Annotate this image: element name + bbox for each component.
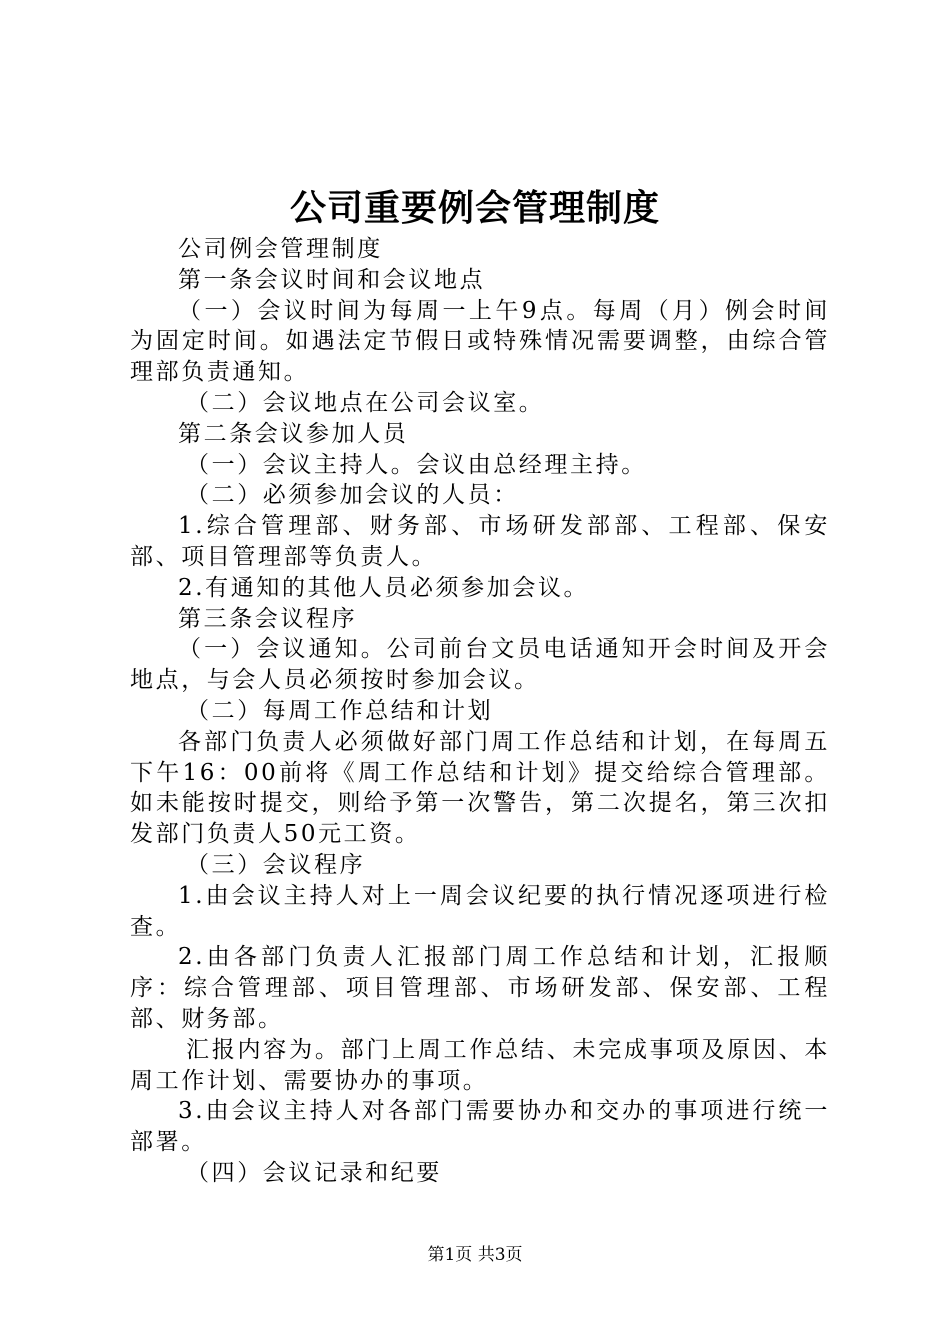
paragraph: （二）每周工作总结和计划: [186, 697, 494, 724]
paragraph: 2.由各部门负责人汇报部门周工作总结和计划，汇报顺序：综合管理部、项目管理部、市场研发部、保安部、工程部、财务部。: [130, 944, 830, 1032]
paragraph: （一）会议主持人。会议由总经理主持。: [186, 451, 647, 478]
paragraph: （二）必须参加会议的人员：: [186, 482, 519, 509]
paragraph: 公司例会管理制度: [178, 236, 383, 262]
page-footer: 第1页 共3页: [427, 1245, 523, 1265]
paragraph: （一）会议通知。公司前台文员电话通知开会时间及开会地点，与会人员必须按时参加会议。: [130, 636, 830, 694]
paragraph: （三）会议程序: [186, 851, 366, 878]
paragraph: 1.综合管理部、财务部、市场研发部部、工程部、保安部、项目管理部等负责人。: [130, 513, 830, 570]
paragraph: 第二条会议参加人员: [178, 420, 409, 447]
paragraph: 第三条会议程序: [178, 605, 358, 632]
paragraph: （四）会议记录和纪要: [186, 1159, 442, 1186]
document-body: [130, 234, 830, 1189]
paragraph: 汇报内容为。部门上周工作总结、未完成事项及原因、本周工作计划、需要协办的事项。: [130, 1036, 830, 1094]
paragraph: （二）会议地点在公司会议室。: [186, 389, 545, 416]
paragraph: 各部门负责人必须做好部门周工作总结和计划，在每周五下午16：00前将《周工作总结和计划》提交给综合管理部。如未能按时提交，则给予第一次警告，第二次提名，第三次扣发部门负责人50元工资。: [130, 728, 830, 848]
paragraph: 第一条会议时间和会议地点: [178, 266, 486, 293]
paragraph: 3.由会议主持人对各部门需要协办和交办的事项进行统一部署。: [130, 1098, 830, 1156]
paragraph: 2.有通知的其他人员必须参加会议。: [178, 574, 590, 601]
page-title: 公司重要例会管理制度: [289, 187, 660, 229]
paragraph: 1.由会议主持人对上一周会议纪要的执行情况逐项进行检查。: [130, 882, 830, 940]
paragraph: （一）会议时间为每周一上午9点。每周（月）例会时间为固定时间。如遇法定节假日或特殊情况需要调整，由综合管理部负责通知。: [130, 297, 830, 386]
